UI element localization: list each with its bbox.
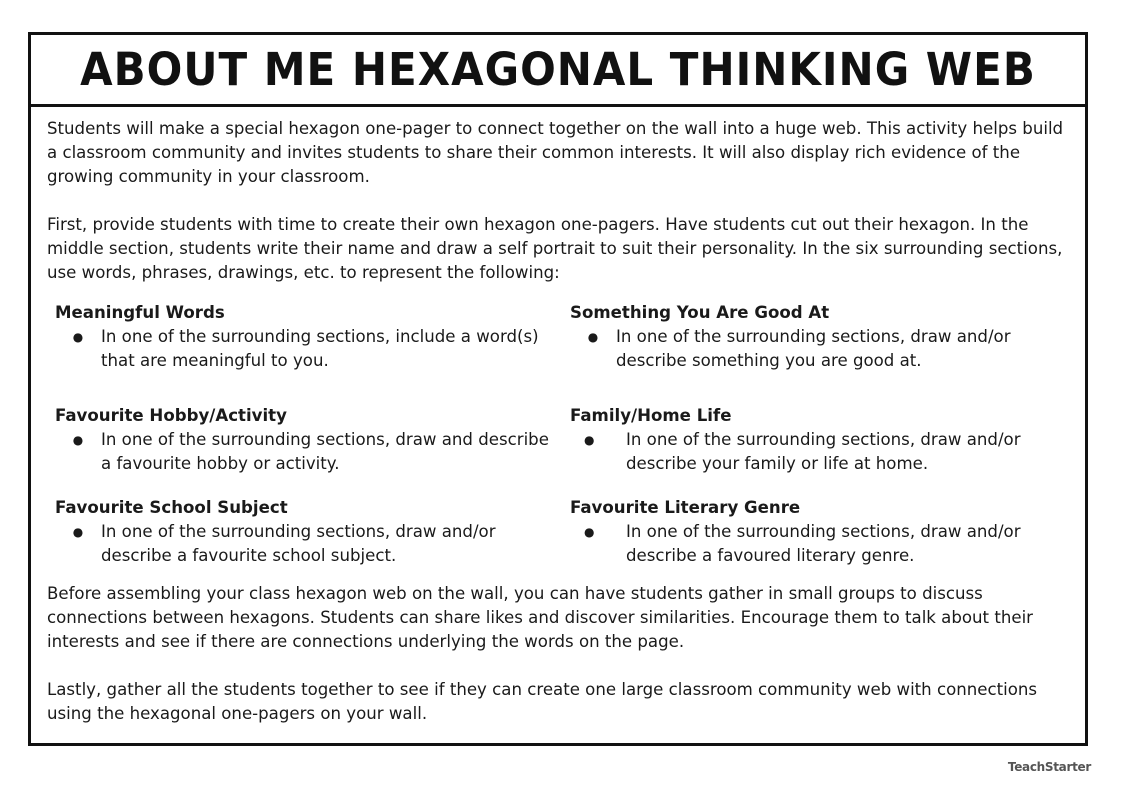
- section-family-home-life: [570, 404, 1070, 496]
- sections-grid: [55, 301, 1069, 582]
- bullet-text: In one of the surrounding sections, draw and/or describe your family or life at home.: [626, 430, 1021, 473]
- section-something-good-at: [570, 301, 1070, 404]
- outro-paragraph-2: Lastly, gather all the students together to see if they can create one large classroom community web with connections using the hexagonal one-pagers on your wall.: [47, 680, 1038, 723]
- section-heading: Meaningful Words: [55, 303, 225, 322]
- bullet-icon: ●: [584, 433, 595, 447]
- bullet-item: [55, 428, 570, 476]
- bullet-item: [55, 520, 570, 568]
- intro-paragraph-2: First, provide students with time to create their own hexagon one-pagers. Have students cut out their hexagon. In the middle section, students write their name and draw a self portrait to suit their personality. In the six surrounding sections, use words, phrases, drawings, etc. to represent the following:: [47, 215, 1063, 282]
- section-heading: Something You Are Good At: [570, 303, 830, 322]
- section-heading: Favourite School Subject: [55, 498, 288, 517]
- section-heading: Favourite Hobby/Activity: [55, 406, 287, 425]
- bullet-icon: ●: [72, 330, 84, 344]
- teachstarter-logo: TeachStarter: [1007, 760, 1091, 774]
- bullet-text: In one of the surrounding sections, draw and describe a favourite hobby or activity.: [101, 430, 549, 473]
- bullet-item: [570, 325, 1070, 373]
- bullet-item: [570, 428, 1070, 476]
- outro-paragraph-1: Before assembling your class hexagon web on the wall, you can have students gather in small groups to discuss connections between hexagons. Students can share likes and discover similarities. Encourage them to talk about their interests and see if there are connections underlying the words on the page.: [47, 584, 1033, 651]
- content-area: [31, 107, 1085, 726]
- paragraph-spacer: [47, 654, 1069, 678]
- bullet-text: In one of the surrounding sections, draw and/or describe a favoured literary genre.: [626, 522, 1021, 565]
- page-title: ABOUT ME HEXAGONAL THINKING WEB: [80, 43, 1036, 96]
- paragraph-spacer: [47, 189, 1069, 213]
- title-bar: [31, 35, 1085, 107]
- bullet-text: In one of the surrounding sections, draw and/or describe a favourite school subject.: [101, 522, 496, 565]
- section-favourite-hobby: [55, 404, 570, 496]
- bullet-item: [55, 325, 570, 373]
- bullet-icon: ●: [584, 525, 595, 539]
- section-favourite-literary-genre: [570, 496, 1070, 582]
- section-heading: Family/Home Life: [570, 406, 732, 425]
- bullet-icon: ●: [72, 525, 84, 539]
- bullet-text: In one of the surrounding sections, draw and/or describe something you are good at.: [616, 327, 1011, 370]
- section-favourite-school-subject: [55, 496, 570, 582]
- bullet-item: [570, 520, 1070, 568]
- section-meaningful-words: [55, 301, 570, 404]
- worksheet-frame: [28, 32, 1088, 746]
- bullet-icon: ●: [72, 433, 84, 447]
- intro-paragraph-1: Students will make a special hexagon one-pager to connect together on the wall into a huge web. This activity helps build a classroom community and invites students to share their common interests. It will also display rich evidence of the growing community in your classroom.: [47, 119, 1064, 186]
- section-heading: Favourite Literary Genre: [570, 498, 801, 517]
- bullet-text: In one of the surrounding sections, include a word(s) that are meaningful to you.: [101, 327, 539, 370]
- bullet-icon: ●: [587, 330, 599, 344]
